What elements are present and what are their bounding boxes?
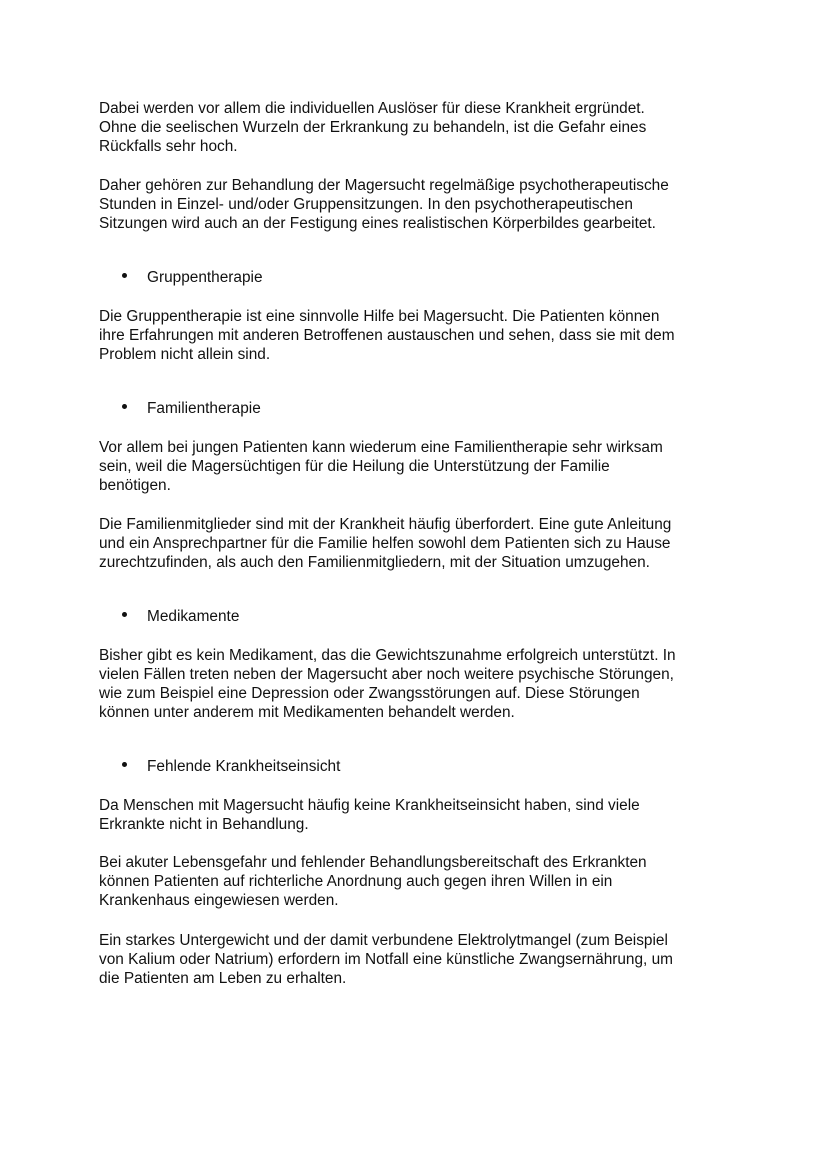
bullet-label: Medikamente — [147, 608, 240, 625]
text-line: vielen Fällen treten neben der Magersucht aber noch weitere psychische Störungen, — [99, 666, 674, 683]
text-line: können unter anderem mit Medikamenten behandelt werden. — [99, 704, 515, 721]
text-line: und ein Ansprechpartner für die Familie helfen sowohl dem Patienten sich zu Hause — [99, 535, 671, 552]
bullet-dot-icon — [122, 612, 127, 617]
bullet-label: Fehlende Krankheitseinsicht — [147, 758, 341, 775]
text-line: ihre Erfahrungen mit anderen Betroffenen austauschen und sehen, dass sie mit dem — [99, 327, 675, 344]
paragraph-medikamente — [99, 646, 739, 722]
text-line: wie zum Beispiel eine Depression oder Zwangsstörungen auf. Diese Störungen — [99, 685, 640, 702]
text-line: Ein starkes Untergewicht und der damit verbundene Elektrolytmangel (zum Beispiel — [99, 932, 668, 949]
text-line: sein, weil die Magersüchtigen für die Heilung die Unterstützung der Familie — [99, 458, 610, 475]
bullet-dot-icon — [122, 404, 127, 409]
text-line: Bisher gibt es kein Medikament, das die Gewichtszunahme erfolgreich unterstützt. In — [99, 647, 676, 664]
text-line: können Patienten auf richterliche Anordnung auch gegen ihren Willen in ein — [99, 873, 613, 890]
bullet-dot-icon — [122, 762, 127, 767]
paragraph-lebensgefahr — [99, 853, 739, 910]
text-line: die Patienten am Leben zu erhalten. — [99, 970, 347, 987]
paragraph-untergewicht — [99, 931, 739, 988]
text-line: benötigen. — [99, 477, 171, 494]
text-line: Sitzungen wird auch an der Festigung eines realistischen Körperbildes gearbeitet. — [99, 215, 656, 232]
text-line: Rückfalls sehr hoch. — [99, 138, 238, 155]
text-line: Da Menschen mit Magersucht häufig keine Krankheitseinsicht haben, sind viele — [99, 797, 640, 814]
bullet-familientherapie — [122, 399, 261, 418]
text-line: Dabei werden vor allem die individuellen Auslöser für diese Krankheit ergründet. — [99, 100, 645, 117]
bullet-krankheitseinsicht — [122, 757, 340, 776]
text-line: Erkrankte nicht in Behandlung. — [99, 816, 309, 833]
bullet-label: Familientherapie — [147, 400, 261, 417]
paragraph-behandlung — [99, 176, 739, 233]
text-line: Bei akuter Lebensgefahr und fehlender Behandlungsbereitschaft des Erkrankten — [99, 854, 647, 871]
text-line: zurechtzufinden, als auch den Familienmitgliedern, mit der Situation umzugehen. — [99, 554, 650, 571]
paragraph-krankheitseinsicht — [99, 796, 739, 834]
text-line: Die Gruppentherapie ist eine sinnvolle Hilfe bei Magersucht. Die Patienten können — [99, 308, 660, 325]
bullet-dot-icon — [122, 273, 127, 278]
text-line: Daher gehören zur Behandlung der Magersucht regelmäßige psychotherapeutische — [99, 177, 669, 194]
paragraph-ausloeser — [99, 99, 739, 156]
bullet-label: Gruppentherapie — [147, 269, 263, 286]
text-line: Krankenhaus eingewiesen werden. — [99, 892, 339, 909]
paragraph-gruppentherapie — [99, 307, 739, 364]
text-line: Ohne die seelischen Wurzeln der Erkrankung zu behandeln, ist die Gefahr eines — [99, 119, 647, 136]
text-line: Vor allem bei jungen Patienten kann wiederum eine Familientherapie sehr wirksam — [99, 439, 663, 456]
text-line: von Kalium oder Natrium) erfordern im Notfall eine künstliche Zwangsernährung, um — [99, 951, 673, 968]
text-line: Die Familienmitglieder sind mit der Krankheit häufig überfordert. Eine gute Anleitung — [99, 516, 672, 533]
text-line: Stunden in Einzel- und/oder Gruppensitzungen. In den psychotherapeutischen — [99, 196, 633, 213]
paragraph-familienmitglieder — [99, 515, 739, 572]
paragraph-familientherapie — [99, 438, 739, 495]
bullet-gruppentherapie — [122, 268, 263, 287]
text-line: Problem nicht allein sind. — [99, 346, 271, 363]
bullet-medikamente — [122, 607, 239, 626]
